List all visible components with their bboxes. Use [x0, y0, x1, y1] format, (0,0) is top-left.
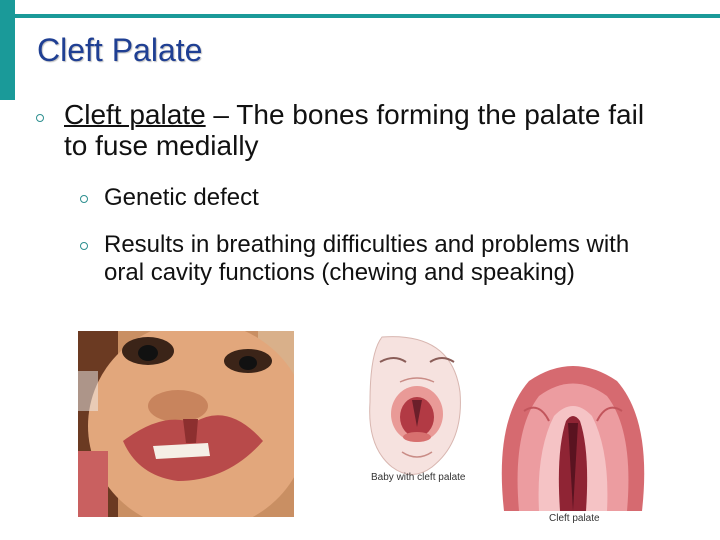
sub-bullet-1 [80, 184, 640, 212]
main-bullet-rest: – The bones forming the palate fail to fuse medially [64, 99, 645, 161]
bullet-dot-icon [80, 242, 88, 250]
child-cleft-lip-photo [78, 331, 294, 517]
diagram1-caption: Baby with cleft palate [371, 472, 466, 483]
accent-bar-horizontal [15, 14, 720, 18]
main-bullet-text [64, 99, 656, 161]
bullet-dot-icon [80, 195, 88, 203]
sub-bullet-text: Results in breathing difficulties and problems with oral cavity functions (chewing and speaking) [104, 231, 630, 286]
baby-cleft-palate-diagram [362, 332, 470, 487]
diagram2-caption: Cleft palate [549, 513, 600, 524]
bullet-dot-icon [36, 114, 44, 122]
sub-bullet-2 [80, 231, 640, 287]
main-bullet-term: Cleft palate [64, 99, 206, 130]
sub-bullet-text: Genetic defect [104, 184, 259, 211]
accent-bar-vertical [0, 0, 15, 100]
cleft-palate-diagram [494, 361, 652, 513]
slide-title: Cleft Palate [37, 32, 203, 68]
main-bullet [36, 99, 656, 161]
